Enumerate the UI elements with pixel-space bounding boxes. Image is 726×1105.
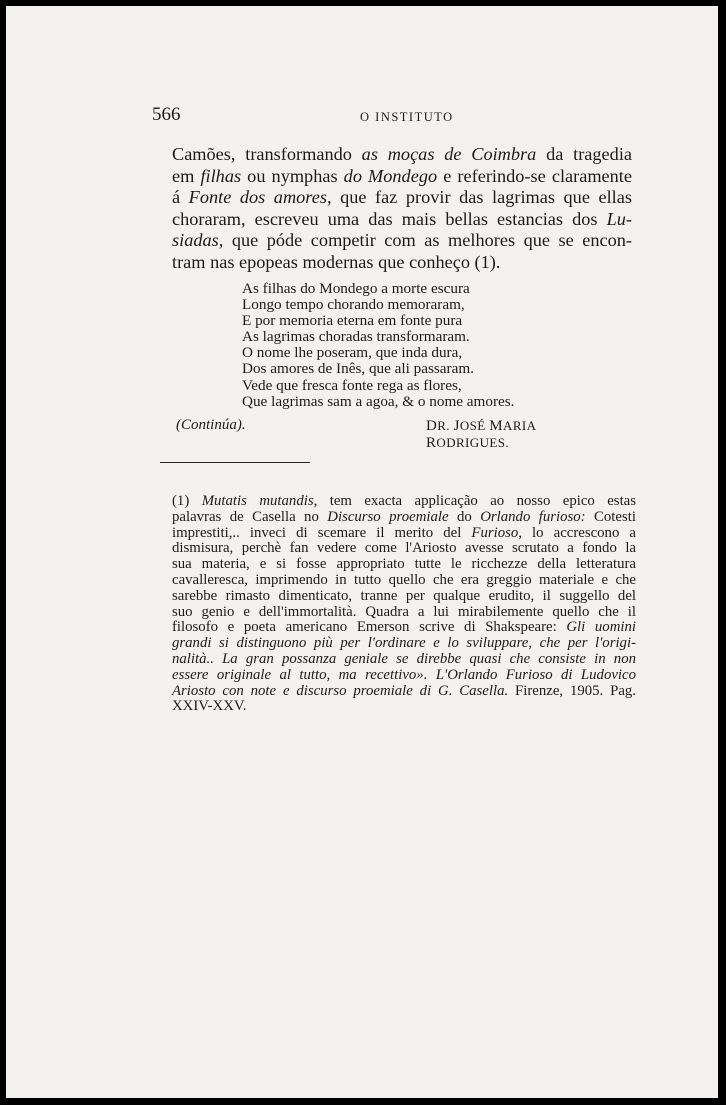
text-run: á — [172, 187, 189, 208]
text-run: dismisura, perchè fan vedere come l'Ariosto avesse scrutato a fondo la — [172, 540, 636, 557]
text-run: Cotesti — [585, 508, 636, 525]
verse-line: E por memoria eterna em fonte pura — [242, 312, 463, 330]
body-line — [172, 209, 632, 231]
verse-line: As lagrimas choradas transformaram. — [242, 328, 470, 346]
text-run: da tragedia — [536, 144, 633, 164]
signature-block — [176, 417, 616, 451]
page-header — [152, 104, 672, 128]
footnote-line — [172, 541, 636, 557]
verse-quotation — [242, 281, 572, 410]
text-run: suo genio e dell'immortalità. Quadra a lui mirabilemente quello che il — [172, 603, 636, 620]
body-line — [172, 252, 632, 274]
text-run: Camões, transformando — [172, 144, 362, 164]
footnote-line — [172, 652, 636, 668]
italic-text: as moças de Coimbra — [361, 144, 537, 164]
body-paragraph — [172, 144, 632, 274]
italic-text: L'Orlando Furioso di Ludovico — [435, 666, 636, 683]
verse-line: As filhas do Mondego a morte escura — [242, 280, 470, 297]
italic-text: Mutatis mutandis, — [201, 493, 318, 509]
author-name-part: OSÉ — [459, 418, 490, 433]
text-run: (1) — [172, 493, 202, 509]
footnote-line — [172, 510, 636, 526]
italic-text: Gli uomini — [566, 619, 636, 636]
author-name-part: R. — [437, 418, 454, 433]
footnote-line — [172, 557, 636, 573]
text-run: choraram, escreveu uma das mais bellas estancias dos — [172, 208, 607, 229]
italic-text: Lu- — [606, 208, 632, 229]
footnote-line — [172, 494, 636, 510]
footnote-divider — [160, 462, 310, 463]
footnote-line — [172, 605, 636, 621]
text-run: do — [448, 508, 481, 525]
author-name-part: R — [426, 435, 437, 451]
italic-text: Discurso proemiale — [327, 508, 449, 525]
footnote-line — [172, 668, 636, 684]
body-line — [172, 144, 632, 166]
text-run: que faz provir das lagrimas que ellas — [331, 187, 632, 208]
author-name-part: J — [453, 418, 460, 434]
footnote-line — [172, 620, 636, 636]
verse-line: Que lagrimas sam a agoa, & o nome amores. — [242, 392, 515, 410]
text-run: cavalleresca, imprimendo in tutto quello che era greggio materiale e che — [172, 571, 636, 588]
page — [6, 6, 718, 1098]
text-run: Firenze, 1905. Pag. — [508, 682, 636, 699]
author-name-part: D — [426, 418, 438, 434]
body-line — [172, 230, 632, 252]
footnote-line — [172, 699, 636, 715]
text-run: tem exacta applicação ao nosso epico estas — [317, 493, 637, 509]
italic-text: filhas — [200, 165, 242, 186]
text-run: sua materia, e si fosse appropriato tutte le ricchezze della letteratura — [172, 556, 636, 573]
text-run: XXIV-XXV. — [172, 698, 247, 715]
italic-text: Ariosto con note e discurso proemiale di G. Casella. — [172, 682, 509, 699]
verse-line: Longo tempo chorando memoraram, — [242, 296, 465, 314]
text-run: ou nymphas — [241, 165, 344, 186]
continua-note: (Continúa). — [176, 417, 246, 433]
text-run: palavras de Casella no — [172, 508, 328, 525]
text-run: em — [172, 165, 201, 186]
verse-line: O nome lhe poseram, que inda dura, — [242, 344, 463, 362]
italic-text: Furioso, — [471, 524, 522, 541]
text-run: sarebbe rimasto dimenticato, tranne per qualque erudito, il suggello del — [172, 587, 636, 604]
page-number: 566 — [152, 104, 181, 125]
body-line — [172, 187, 632, 209]
verse-line: Vede que fresca fonte rega as flores, — [242, 376, 462, 394]
text-run — [427, 667, 435, 683]
text-run: tram nas epopeas modernas que conheço (1). — [172, 251, 501, 272]
author-name — [426, 418, 616, 452]
text-run: imprestiti,.. inveci di scemare il merito del — [172, 524, 472, 541]
italic-text: essere originale al tutto, ma recettivo». — [172, 666, 428, 683]
italic-text: do Mondego — [343, 165, 438, 186]
italic-text: grandi si distinguono più per l'ordinare e lo sviluppare, che per l'origi- — [172, 635, 636, 652]
footnote-line — [172, 684, 636, 700]
footnote-line — [172, 526, 636, 542]
author-name-part: ODRIGUES. — [436, 435, 509, 450]
italic-text: nalità.. La gran possanza geniale se direbbe quasi che consiste in non — [172, 650, 636, 667]
footnote — [172, 494, 636, 715]
text-run: lo accrescono a — [521, 524, 636, 541]
footnote-line — [172, 589, 636, 605]
author-name-part: ARIA — [503, 418, 536, 433]
text-run: que póde competir com as melhores que se encon- — [223, 230, 632, 251]
footnote-line — [172, 573, 636, 589]
body-line — [172, 166, 632, 188]
verse-line: Dos amores de Inês, que ali passaram. — [242, 360, 474, 378]
italic-text: siadas, — [172, 230, 224, 251]
text-run: filosofo e poeta americano Emerson scrive di Shakspeare: — [172, 619, 567, 636]
text-run: e referindo-se claramente — [437, 165, 633, 186]
italic-text: Orlando furioso: — [480, 508, 586, 525]
running-title: O INSTITUTO — [360, 110, 454, 124]
italic-text: Fonte dos amores, — [188, 187, 332, 208]
footnote-line — [172, 636, 636, 652]
author-name-part: M — [489, 418, 504, 434]
